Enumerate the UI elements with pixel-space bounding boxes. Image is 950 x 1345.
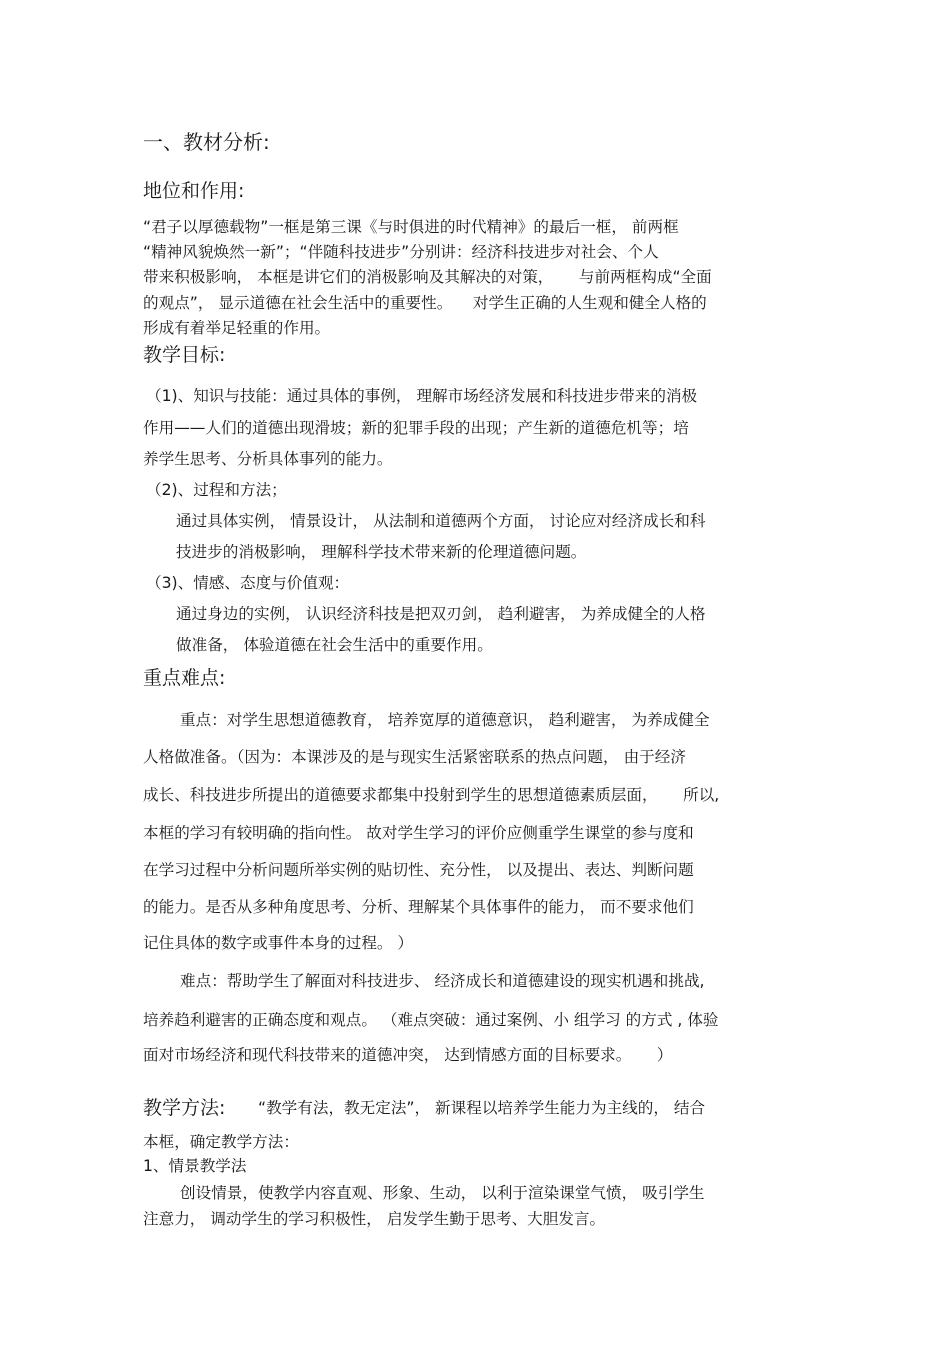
goal-line: 通过身边的实例， 认识经济科技是把双刃剑， 趋利避害， 为养成健全的人格	[176, 605, 706, 623]
teaching-method-intro: “教学有法，教无定法”， 新课程以培养学生能力为主线的， 结合	[258, 1099, 706, 1117]
key-point-line: 本框的学习有较明确的指向性。 故对学生学习的评价应侧重学生课堂的参与度和	[143, 824, 694, 842]
paragraph-line: 的观点”， 显示道德在社会生活中的重要性。 对学生正确的人生观和健全人格的	[143, 294, 707, 312]
key-point-line: 面对市场经济和现代科技带来的道德冲突， 达到情感方面的目标要求。 ）	[143, 1046, 673, 1064]
method-subheading: 1、情景教学法	[143, 1157, 247, 1175]
key-point-line: 难点：帮助学生了解面对科技进步、 经济成长和道德建设的现实机遇和挑战,	[180, 972, 705, 990]
goal-line: 作用——人们的道德出现滑坡；新的犯罪手段的出现；产生新的道德危机等；培	[143, 419, 689, 437]
paragraph-line: 形成有着举足轻重的作用。	[143, 319, 331, 337]
position-role-heading: 地位和作用:	[143, 180, 245, 202]
goal-line: （1)、知识与技能：通过具体的事例， 理解市场经济发展和科技进步带来的消极	[146, 387, 698, 405]
goal-line: 做准备， 体验道德在社会生活中的重要作用。	[176, 636, 493, 654]
key-point-line: 的能力。是否从多种角度思考、分析、理解某个具体事件的能力， 而不要求他们	[143, 898, 694, 916]
goal-subheading: （3)、情感、态度与价值观：	[146, 574, 350, 592]
method-line: 注意力， 调动学生的学习积极性， 启发学生勤于思考、大胆发言。	[143, 1210, 606, 1228]
key-point-line: 在学习过程中分析问题所举实例的贴切性、充分性， 以及提出、表达、判断问题	[143, 861, 694, 879]
key-point-line: 成长、科技进步所提出的道德要求都集中投射到学生的思想道德素质层面， 所以,	[143, 786, 720, 804]
section-title: 一、教材分析:	[143, 130, 270, 154]
key-point-line: 培养趋利避害的正确态度和观点。 （难点突破：通过案例、小 组学习 的方式 , 体验	[143, 1011, 719, 1029]
method-line: 本框，确定教学方法：	[143, 1133, 299, 1151]
paragraph-line: 带来积极影响， 本框是讲它们的消极影响及其解决的对策， 与前两框构成“全面	[143, 268, 712, 286]
paragraph-line: “精神风貌焕然一新”；“伴随科技进步”分别讲：经济科技进步对社会、个人	[143, 243, 659, 261]
key-point-line: 记住具体的数字或事件本身的过程。 ）	[143, 934, 414, 952]
method-line: 创设情景，使教学内容直观、形象、生动， 以利于渲染课堂气愤， 吸引学生	[180, 1184, 705, 1202]
paragraph-line: “君子以厚德载物”一框是第三课《与时俱进的时代精神》的最后一框， 前两框	[143, 218, 679, 236]
goal-line: 通过具体实例， 情景设计， 从法制和道德两个方面， 讨论应对经济成长和科	[176, 512, 706, 530]
teaching-method-heading: 教学方法:	[143, 1097, 226, 1119]
goal-line: 技进步的消极影响， 理解科学技术带来新的伦理道德问题。	[176, 543, 587, 561]
goal-subheading: （2)、过程和方法；	[146, 481, 287, 499]
key-points-heading: 重点难点:	[143, 667, 226, 689]
key-point-line: 重点：对学生思想道德教育， 培养宽厚的道德意识， 趋利避害， 为养成健全	[180, 711, 710, 729]
teaching-goals-heading: 教学目标:	[143, 344, 226, 366]
key-point-line: 人格做准备。（因为：本课涉及的是与现实生活紧密联系的热点问题， 由于经济	[143, 748, 686, 766]
goal-line: 养学生思考、分析具体事列的能力。	[143, 450, 393, 468]
